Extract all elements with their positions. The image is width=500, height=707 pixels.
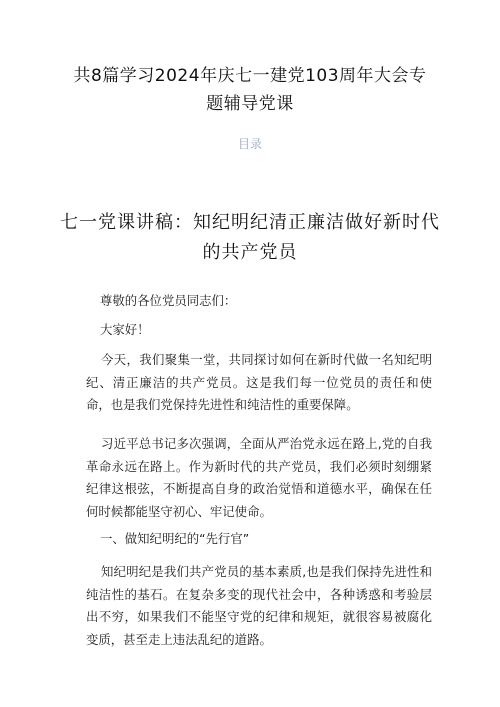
section-title: 七一党课讲稿：知纪明纪清正廉洁做好新时代的共产党员 [60,212,440,263]
paragraph-xi-quote: 习近平总书记多次强调，全面从严治党永远在路上,党的自我革命永远在路上。作为新时代的共产党员，我们必须时刻绷紧纪律这根弦，不断提高自身的政治觉悟和道德水平，确保在任何时候都能坚守初心、牢记使命。 [86,436,432,519]
greeting: 大家好！ [100,322,150,337]
paragraph-discipline: 知纪明纪是我们共产党员的基本素质,也是我们保持先进性和纯洁性的基石。在复杂多变的现代社会中，各种诱惑和考验层出不穷，如果我们不能坚守党的纪律和规矩，就很容易被腐化变质，甚至走上违法乱纪的道路。 [86,564,432,647]
heading-one: 一、做知纪明纪的“先行官” [100,531,250,546]
salutation: 尊敬的各位党员同志们： [100,293,237,308]
document-title: 共8篇学习2024年庆七一建党103周年大会专题辅导党课 [73,66,427,114]
paragraph-intro: 今天，我们聚集一堂，共同探讨如何在新时代做一名知纪明纪、清正廉洁的共产党员。这是我们每一位党员的责任和使命，也是我们党保持先进性和纯洁性的重要保障。 [86,352,432,412]
toc-link[interactable]: 目录 [237,137,262,151]
